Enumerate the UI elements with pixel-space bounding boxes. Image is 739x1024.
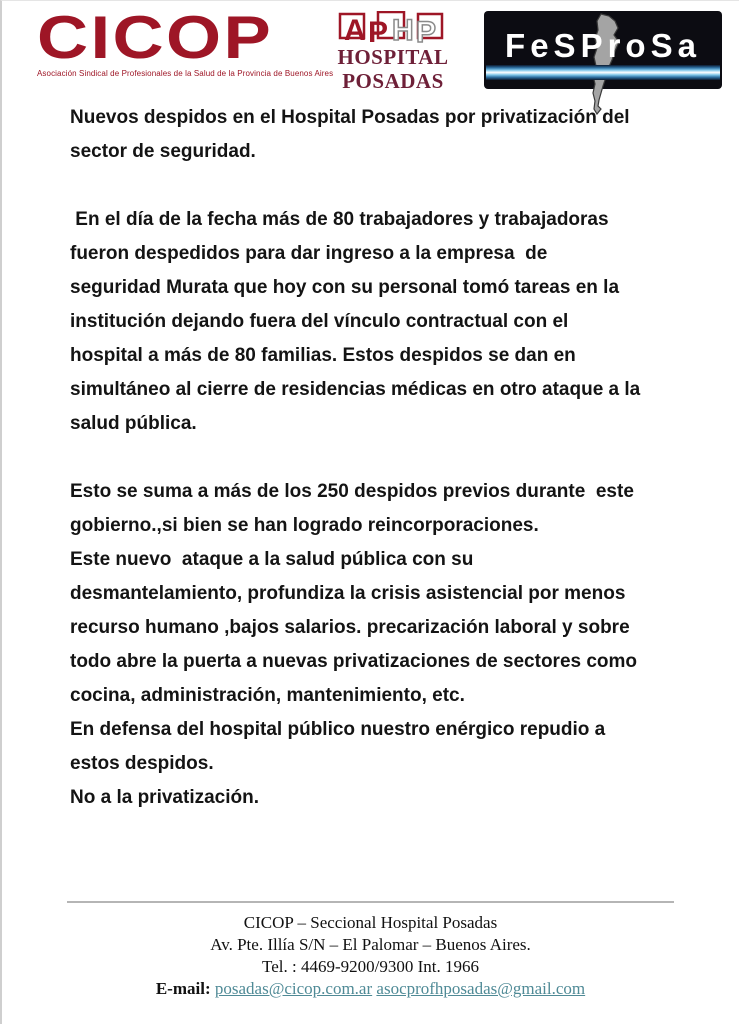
aphp-hospital-posadas-logo xyxy=(322,7,464,93)
email-label: E-mail: xyxy=(155,979,215,998)
footer-email-line xyxy=(2,978,739,1000)
aphp-posadas-label: POSADAS xyxy=(342,69,444,93)
body-text-line: estos despidos. xyxy=(70,753,214,774)
body-text-line: No a la privatización. xyxy=(70,787,259,808)
body-text-line: gobierno.,si bien se han logrado reincorporaciones. xyxy=(70,515,539,536)
body-text-line: seguridad Murata que hoy con su personal tomó tareas en la xyxy=(70,277,620,298)
body-text-line: En el día de la fecha más de 80 trabajadores y trabajadoras xyxy=(70,209,609,230)
body-text-line: Esto se suma a más de los 250 despidos previos durante este xyxy=(70,481,634,502)
body-text-line: En defensa del hospital público nuestro enérgico repudio a xyxy=(70,719,606,740)
body-text-line: recurso humano ,bajos salarios. precarización laboral y sobre xyxy=(70,617,630,638)
fesprosa-logo xyxy=(484,11,722,89)
body-text-line: Nuevos despidos en el Hospital Posadas por privatización del xyxy=(70,107,630,128)
footer xyxy=(2,901,739,1000)
cicop-tagline: Asociación Sindical de Profesionales de la Salud de la Provincia de Buenos Aires xyxy=(37,69,334,78)
header-logos xyxy=(2,1,739,101)
body-text-line xyxy=(70,169,684,203)
svg-text:A: A xyxy=(344,14,366,45)
body-text-line: institución dejando fuera del vínculo contractual con el xyxy=(70,311,569,332)
footer-divider xyxy=(67,901,674,903)
document-text xyxy=(2,101,739,815)
email-link-cicop[interactable]: posadas@cicop.com.ar xyxy=(214,979,373,998)
body-text-line: desmantelamiento, profundiza la crisis asistencial por menos xyxy=(70,583,626,604)
footer-contact-lines xyxy=(2,912,739,978)
footer-text-line: Tel. : 4469-9200/9300 Int. 1966 xyxy=(262,957,479,976)
fesprosa-wordmark: FeSProSa xyxy=(505,27,701,64)
body-text-line: cocina, administración, mantenimiento, etc. xyxy=(70,685,465,706)
cicop-wordmark: CICOP xyxy=(37,4,274,71)
fesprosa-flag-stripe xyxy=(486,65,720,80)
body-text-line: salud pública. xyxy=(70,413,197,434)
footer-text-line: Av. Pte. Illía S/N – El Palomar – Buenos Aires. xyxy=(210,935,531,954)
body-text-line: fueron despedidos para dar ingreso a la empresa de xyxy=(70,243,548,264)
svg-text:P: P xyxy=(368,16,389,45)
svg-text:P: P xyxy=(416,16,437,45)
body-text-line: hospital a más de 80 familias. Estos despidos se dan en xyxy=(70,345,576,366)
aphp-hospital-label: HOSPITAL xyxy=(337,45,449,69)
cicop-logo xyxy=(37,4,334,78)
body-text-line: sector de seguridad. xyxy=(70,141,256,162)
aphp-acronym-icon xyxy=(334,11,452,45)
body-text-line: simultáneo al cierre de residencias médicas en otro ataque a la xyxy=(70,379,641,400)
email-link-gmail[interactable]: asocprofhposadas@gmail.com xyxy=(376,979,586,998)
body-text-line: todo abre la puerta a nuevas privatizaciones de sectores como xyxy=(70,651,638,672)
svg-text:H: H xyxy=(392,14,414,45)
body-text-line xyxy=(70,441,684,475)
body-text-line: Este nuevo ataque a la salud pública con su xyxy=(70,549,474,570)
footer-text-line: CICOP – Seccional Hospital Posadas xyxy=(243,913,498,932)
